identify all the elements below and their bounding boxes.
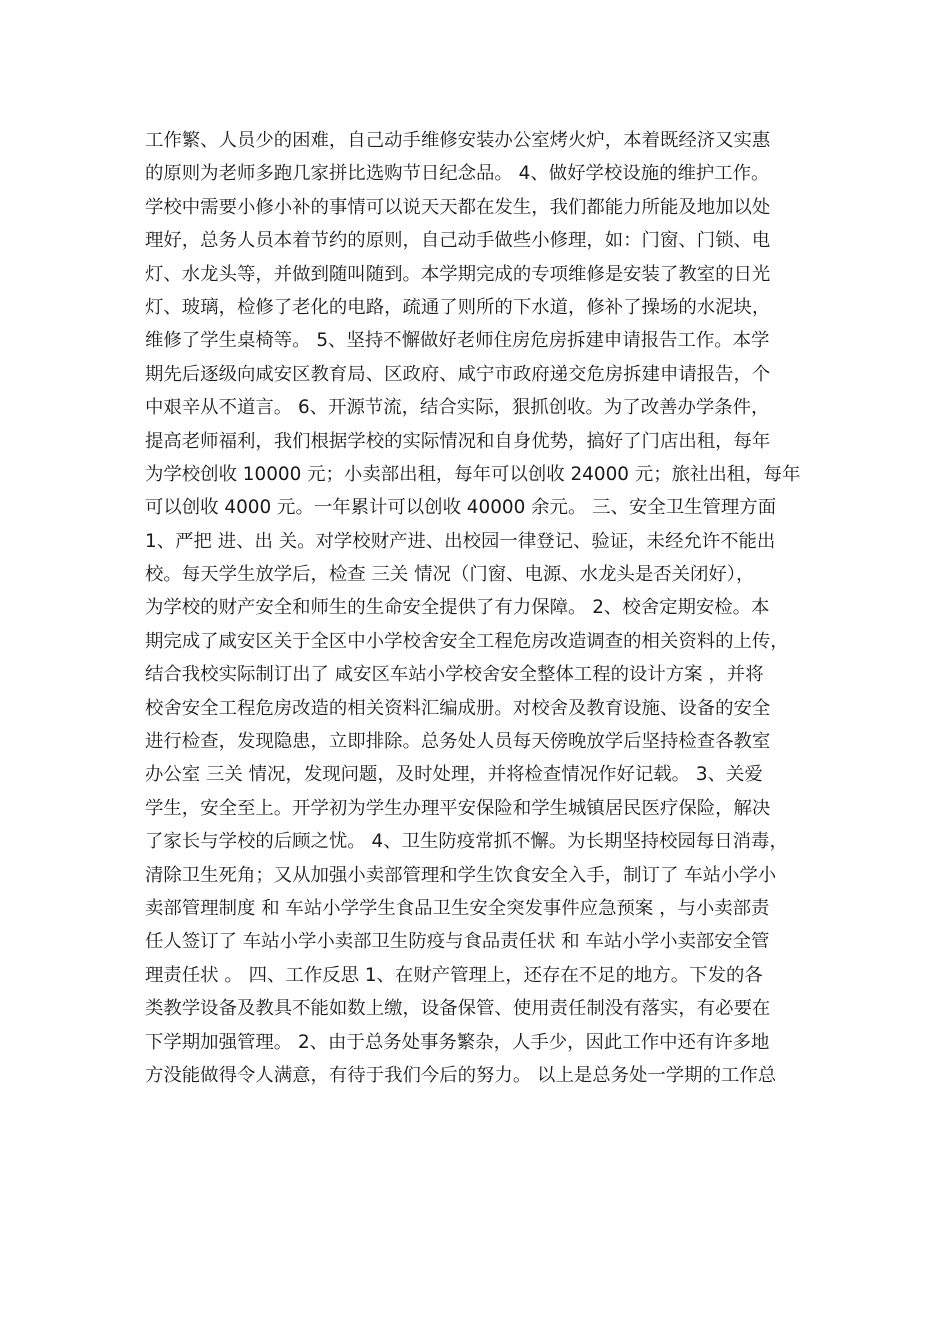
text-line: 了家长与学校的后顾之忧。 4、卫生防疫常抓不懈。为长期坚持校园每日消毒，: [145, 831, 788, 853]
text-line: 中艰辛从不道言。 6、开源节流，结合实际，狠抓创收。为了改善办学条件，: [145, 397, 770, 419]
body-text: [145, 124, 815, 1092]
text-line: 方没能做得令人满意，有待于我们今后的努力。 以上是总务处一学期的工作总: [145, 1064, 777, 1086]
text-line: 类教学设备及教具不能如数上缴，设备保管、使用责任制没有落实，有必要在: [145, 998, 771, 1020]
text-line: 学校中需要小修小补的事情可以说天天都在发生，我们都能力所能及地加以处: [145, 196, 771, 218]
text-line: 结合我校实际制订出了 咸安区车站小学校舍安全整体工程的设计方案 ，并将: [145, 664, 764, 686]
text-line: 理责任状 。 四、工作反思 1、在财产管理上，还存在不足的地方。下发的各: [145, 964, 763, 986]
text-line: 灯、玻璃，检修了老化的电路，疏通了则所的下水道，修补了操场的水泥块，: [145, 296, 771, 318]
text-line: 灯、水龙头等，并做到随叫随到。本学期完成的专项维修是安装了教室的日光: [145, 263, 771, 285]
text-line: 期完成了咸安区关于全区中小学校舍安全工程危房改造调查的相关资料的上传，: [145, 630, 789, 652]
text-line: 学生，安全至上。开学初为学生办理平安保险和学生城镇居民医疗保险，解决: [145, 797, 771, 819]
text-line: 清除卫生死角；又从加强小卖部管理和学生饮食安全入手，制订了 车站小学小: [145, 864, 777, 886]
text-line: 可以创收 4000 元。一年累计可以创收 40000 余元。 三、安全卫生管理方面: [145, 497, 777, 519]
text-line: 任人签订了 车站小学小卖部卫生防疫与食品责任状 和 车站小学小卖部安全管: [145, 931, 770, 953]
text-line: 为学校的财产安全和师生的生命安全提供了有力保障。 2、校舍定期安检。本: [145, 597, 770, 619]
text-line: 的原则为老师多跑几家拼比选购节日纪念品。 4、做好学校设施的维护工作。: [145, 163, 770, 185]
text-line: 校舍安全工程危房改造的相关资料汇编成册。对校舍及教育设施、设备的安全: [145, 697, 771, 719]
text-line: 期先后逐级向咸安区教育局、区政府、咸宁市政府递交危房拆建申请报告，个: [145, 363, 771, 385]
text-line: 校。每天学生放学后，检查 三关 情况（门窗、电源、水龙头是否关闭好），: [145, 564, 755, 586]
text-line: 下学期加强管理。 2、由于总务处事务繁杂，人手少，因此工作中还有许多地: [145, 1031, 770, 1053]
text-line: 提高老师福利，我们根据学校的实际情况和自身优势，搞好了门店出租，每年: [145, 430, 771, 452]
text-line: 1、严把 进、出 关。对学校财产进、出校园一律登记、验证，未经允许不能出: [145, 530, 776, 552]
text-line: 办公室 三关 情况，发现问题，及时处理，并将检查情况作好记载。 3、关爱: [145, 764, 763, 786]
text-line: 维修了学生桌椅等。 5、坚持不懈做好老师住房危房拆建申请报告工作。本学: [145, 330, 770, 352]
text-line: 理好，总务人员本着节约的原则，自己动手做些小修理，如：门窗、门锁、电: [145, 230, 771, 252]
text-line: 为学校创收 10000 元；小卖部出租，每年可以创收 24000 元；旅社出租，每年: [145, 463, 801, 485]
text-line: 进行检查，发现隐患，立即排除。总务处人员每天傍晚放学后坚持检查各教室: [145, 731, 771, 753]
text-line: 工作繁、人员少的困难，自己动手维修安装办公室烤火炉，本着既经济又实惠: [145, 130, 771, 151]
text-line: 卖部管理制度 和 车站小学学生食品卫生安全突发事件应急预案 ，与小卖部责: [145, 897, 770, 919]
